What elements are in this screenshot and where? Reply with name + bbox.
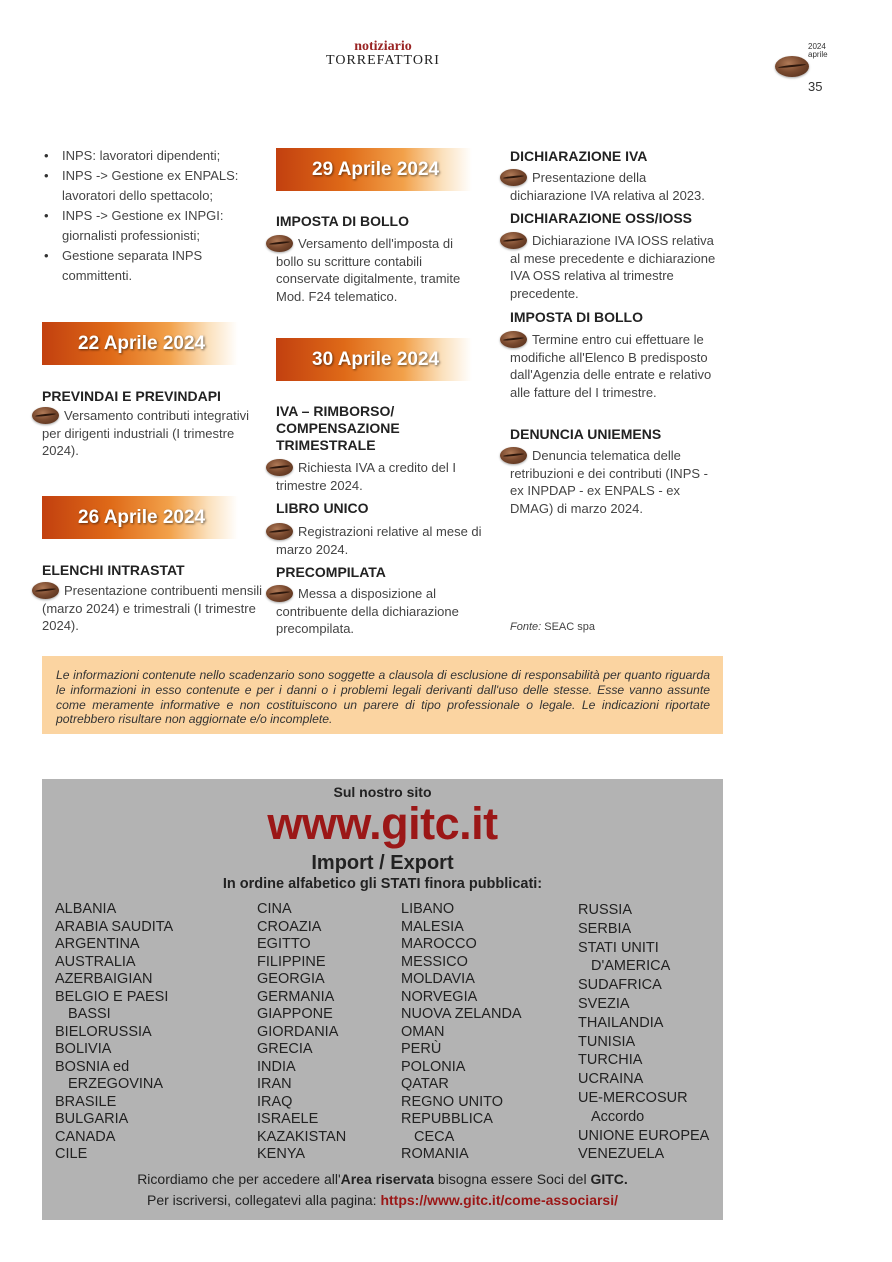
promo-intro: Sul nostro sito [333, 784, 432, 800]
list-item: • INPS -> Gestione ex INPGI: giornalisti professionisti; [42, 206, 264, 246]
country-item: GERMANIA [257, 988, 335, 1005]
section-text-body: Presentazione contribuenti mensili (marzo 2024) e trimestrali (I trimestre 2024). [42, 583, 262, 633]
country-item: TURCHIA [578, 1052, 643, 1069]
country-item: UE-MERCOSUR [578, 1089, 688, 1106]
country-item: SERBIA [578, 920, 632, 937]
section-text-body: Versamento contributi integrativi per dirigenti industriali (I trimestre 2024). [42, 408, 249, 458]
signup-link[interactable]: https://www.gitc.it/come-associarsi/ [380, 1192, 618, 1208]
country-item: D'AMERICA [591, 958, 671, 975]
country-item: ARGENTINA [55, 936, 140, 952]
country-item: ISRAELE [257, 1111, 319, 1127]
country-item: POLONIA [401, 1058, 466, 1075]
country-item: REPUBBLICA [401, 1111, 493, 1127]
signup-note [42, 1192, 723, 1208]
members-note-text: Ricordiamo che per accedere all' [137, 1171, 341, 1187]
section-text-body: Versamento dell'imposta di bollo su scritture contabili conservate digitalmente, tramite Mod. F24 telematico. [276, 236, 461, 304]
country-item: PERÙ [401, 1041, 442, 1057]
section-heading: DICHIARAZIONE IVA [510, 148, 648, 164]
coffee-bean-icon [500, 232, 527, 249]
section-text [276, 523, 484, 558]
section-heading: IMPOSTA DI BOLLO [510, 309, 643, 325]
country-item: MALESIA [401, 918, 464, 935]
masthead-top: notiziario [354, 39, 412, 54]
country-item: KAZAKISTAN [257, 1128, 347, 1145]
country-item: GIORDANIA [257, 1023, 339, 1040]
country-item: ERZEGOVINA [68, 1076, 164, 1092]
country-item: OMAN [401, 1023, 445, 1040]
list-item: • INPS -> Gestione ex ENPALS: lavoratori dello spettacolo; [42, 166, 264, 206]
section-heading: IMPOSTA DI BOLLO [276, 213, 409, 229]
section-text-body: Dichiarazione IVA IOSS relativa al mese precedente e dichiarazione IVA OSS relativa al trimestre precedente. [510, 233, 716, 301]
date-banner: 22 Aprile 2024 [42, 322, 238, 365]
section-text [510, 169, 725, 204]
country-item: IRAN [257, 1076, 292, 1092]
section-text [276, 585, 484, 638]
country-item: SUDAFRICA [578, 977, 662, 994]
country-item: GIAPPONE [257, 1006, 333, 1022]
masthead-title: TORREFATTORI [326, 53, 440, 68]
country-item: IRAQ [257, 1093, 293, 1110]
country-item: LIBANO [401, 901, 455, 917]
country-item: BRASILE [55, 1093, 117, 1110]
country-item: UCRAINA [578, 1071, 644, 1088]
section-heading: DICHIARAZIONE OSS/IOSS [510, 210, 693, 226]
promo-subtitle: In ordine alfabetico gli STATI finora pubblicati: [222, 876, 543, 892]
coffee-bean-icon [266, 585, 293, 602]
gitc-label: GITC. [590, 1171, 628, 1187]
country-item: CINA [257, 901, 292, 917]
country-item: TUNISIA [578, 1033, 636, 1050]
section-text [42, 407, 264, 460]
section-text [510, 232, 725, 302]
issue-year: 2024 [808, 42, 826, 51]
date-banner: 30 Aprile 2024 [276, 338, 472, 381]
source-label: Fonte: [510, 621, 542, 633]
country-item: STATI UNITI [578, 939, 659, 956]
section-heading: PREVINDAI E PREVINDAPI [42, 388, 221, 404]
section-text-body: Termine entro cui effettuare le modifiche all'Elenco B predisposto dall'Agenzia delle entrate e relativo alle fatture del I trimestre. [510, 332, 712, 400]
country-item: FILIPPINE [257, 953, 326, 970]
country-column-2 [257, 901, 346, 1164]
source-note [510, 621, 595, 633]
coffee-bean-icon [266, 235, 293, 252]
country-item: UNIONE EUROPEA [578, 1127, 710, 1144]
country-item: QATAR [401, 1076, 449, 1092]
country-item: AUSTRALIA [55, 953, 136, 970]
section-text [276, 459, 484, 494]
country-item: REGNO UNITO [401, 1093, 504, 1110]
signup-note-text: Per iscriversi, collegatevi alla pagina: [147, 1192, 381, 1208]
members-note [42, 1171, 723, 1187]
country-item: BOLIVIA [55, 1041, 112, 1057]
section-heading: IVA – RIMBORSO/ COMPENSAZIONE TRIMESTRALE [276, 403, 400, 453]
country-item: RUSSIA [578, 902, 632, 918]
country-item: MESSICO [401, 953, 468, 970]
country-item: KENYA [257, 1146, 306, 1162]
country-item: BIELORUSSIA [55, 1023, 152, 1040]
coffee-bean-icon [32, 582, 59, 599]
members-note-text: bisogna essere Soci del [434, 1171, 591, 1187]
section-heading: LIBRO UNICO [276, 500, 369, 516]
country-item: NUOVA ZELANDA [401, 1006, 522, 1022]
bullet-list [42, 146, 264, 286]
country-item: Accordo [591, 1108, 645, 1125]
country-item: CANADA [55, 1128, 116, 1145]
country-item: AZERBAIGIAN [55, 971, 153, 987]
section-heading: DENUNCIA UNIEMENS [510, 426, 662, 442]
coffee-bean-icon [500, 169, 527, 186]
country-item: BOSNIA ed [55, 1058, 130, 1075]
site-link[interactable]: www.gitc.it [267, 798, 498, 849]
disclaimer-box: Le informazioni contenute nello scadenzario sono soggette a clausola di esclusione di responsabilità per quanto riguarda le informazioni in esso contenute e per i danni o i problemi legali derivanti dall'uso delle stesse. Esse vanno assunte come meramente informative e non costituiscono un parere di tipo professionale o legale. Le indicazioni riportate potrebbero risultare non aggiornate e/o incomplete. [42, 656, 723, 734]
coffee-bean-icon [500, 447, 527, 464]
list-item: • INPS: lavoratori dipendenti; [42, 146, 264, 166]
date-banner: 26 Aprile 2024 [42, 496, 238, 539]
country-item: GEORGIA [257, 971, 325, 987]
issue-month: aprile [808, 50, 828, 59]
section-heading: PRECOMPILATA [276, 564, 386, 580]
country-item: GRECIA [257, 1041, 313, 1057]
section-text-body: Messa a disposizione al contribuente della dichiarazione precompilata. [276, 586, 459, 636]
coffee-bean-icon [775, 56, 809, 77]
coffee-bean-icon [32, 407, 59, 424]
coffee-bean-icon [266, 523, 293, 540]
country-item: MOLDAVIA [401, 971, 475, 987]
page-number: 35 [808, 79, 823, 94]
section-text-body: Registrazioni relative al mese di marzo 2024. [276, 524, 482, 557]
country-column-4 [578, 901, 709, 1164]
country-item: INDIA [257, 1058, 296, 1075]
country-item: MAROCCO [401, 936, 477, 952]
country-item: EGITTO [257, 936, 311, 952]
section-text-body: Richiesta IVA a credito del I trimestre 2024. [276, 460, 457, 493]
country-item: BASSI [68, 1006, 111, 1022]
country-item: CILE [55, 1146, 88, 1162]
promo-box [42, 779, 723, 1220]
section-text [510, 331, 725, 401]
section-text-body: Presentazione della dichiarazione IVA relativa al 2023. [510, 170, 705, 203]
country-item: CROAZIA [257, 918, 322, 935]
country-item: THAILANDIA [578, 1014, 664, 1031]
country-column-1 [55, 901, 173, 1164]
promo-title: Import / Export [311, 852, 454, 874]
country-item: SVEZIA [578, 995, 630, 1012]
section-text [42, 582, 264, 635]
section-heading: ELENCHI INTRASTAT [42, 562, 185, 578]
coffee-bean-icon [500, 331, 527, 348]
country-item: BULGARIA [55, 1111, 129, 1127]
country-item: ARABIA SAUDITA [55, 918, 174, 935]
coffee-bean-icon [266, 459, 293, 476]
country-item: ROMANIA [401, 1146, 469, 1162]
reserved-area-label: Area riservata [340, 1171, 435, 1187]
country-column-3 [401, 901, 522, 1164]
country-item: VENEZUELA [578, 1146, 665, 1163]
country-item: ALBANIA [55, 901, 117, 917]
section-text-body: Denuncia telematica delle retribuzioni e dei contributi (INPS - ex INPDAP - ex ENPALS - ex DMAG) di marzo 2024. [510, 448, 708, 516]
country-item: NORVEGIA [401, 988, 478, 1005]
source-value: SEAC spa [544, 621, 595, 633]
section-text [276, 235, 484, 305]
list-item: • Gestione separata INPS committenti. [42, 246, 264, 286]
section-text [510, 447, 725, 517]
country-item: BELGIO E PAESI [55, 988, 169, 1005]
country-item: CECA [414, 1128, 455, 1145]
date-banner: 29 Aprile 2024 [276, 148, 472, 191]
